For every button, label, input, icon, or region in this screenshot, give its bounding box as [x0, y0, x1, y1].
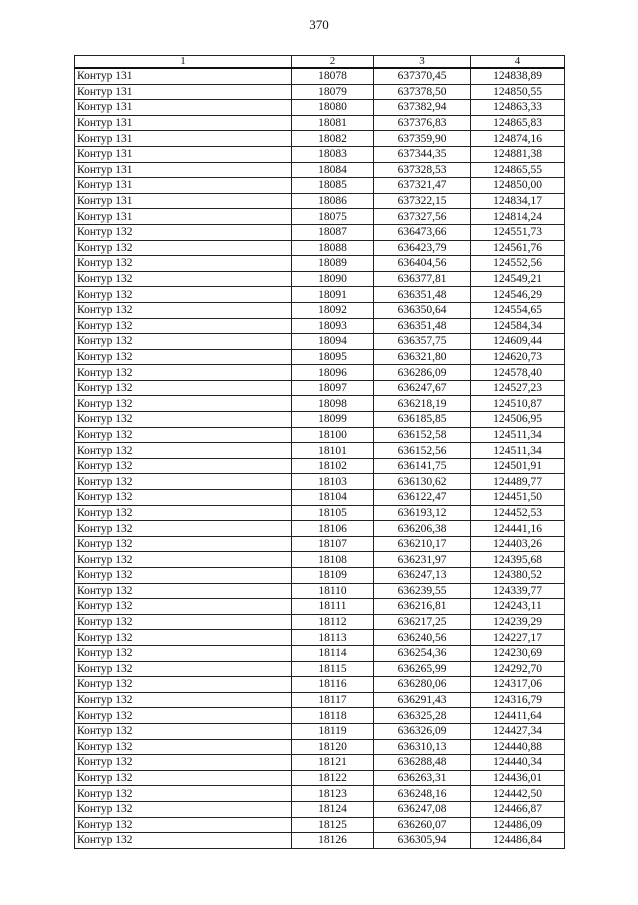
- y-coordinate-cell: 124510,87: [471, 396, 565, 412]
- point-number-cell: 18095: [292, 349, 374, 365]
- point-number-cell: 18084: [292, 162, 374, 178]
- contour-name-cell: Контур 131: [75, 162, 292, 178]
- table-row: [75, 380, 565, 396]
- table-row: [75, 162, 565, 178]
- x-coordinate-cell: 637328,53: [374, 162, 471, 178]
- table-header-row: [75, 56, 565, 69]
- x-coordinate-cell: 636350,64: [374, 302, 471, 318]
- y-coordinate-cell: 124865,55: [471, 162, 565, 178]
- contour-name-cell: Контур 131: [75, 68, 292, 84]
- x-coordinate-cell: 636247,13: [374, 568, 471, 584]
- point-number-cell: 18115: [292, 661, 374, 677]
- table-row: [75, 583, 565, 599]
- table-row: [75, 302, 565, 318]
- table-row: [75, 505, 565, 521]
- point-number-cell: 18099: [292, 412, 374, 428]
- x-coordinate-cell: 636130,62: [374, 474, 471, 490]
- x-coordinate-cell: 636351,48: [374, 318, 471, 334]
- point-number-cell: 18118: [292, 708, 374, 724]
- y-coordinate-cell: 124380,52: [471, 568, 565, 584]
- x-coordinate-cell: 637370,45: [374, 68, 471, 84]
- x-coordinate-cell: 636326,09: [374, 723, 471, 739]
- y-coordinate-cell: 124814,24: [471, 209, 565, 225]
- contour-name-cell: Контур 132: [75, 365, 292, 381]
- point-number-cell: 18107: [292, 536, 374, 552]
- table-row: [75, 723, 565, 739]
- x-coordinate-cell: 636185,85: [374, 412, 471, 428]
- y-coordinate-cell: 124403,26: [471, 536, 565, 552]
- x-coordinate-cell: 637382,94: [374, 100, 471, 116]
- table-row: [75, 786, 565, 802]
- y-coordinate-cell: 124486,84: [471, 833, 565, 849]
- column-header-1: 1: [75, 56, 292, 69]
- contour-name-cell: Контур 131: [75, 131, 292, 147]
- y-coordinate-cell: 124427,34: [471, 723, 565, 739]
- contour-name-cell: Контур 132: [75, 349, 292, 365]
- contour-name-cell: Контур 132: [75, 443, 292, 459]
- y-coordinate-cell: 124452,53: [471, 505, 565, 521]
- point-number-cell: 18078: [292, 68, 374, 84]
- table-row: [75, 68, 565, 84]
- y-coordinate-cell: 124506,95: [471, 412, 565, 428]
- table-row: [75, 521, 565, 537]
- x-coordinate-cell: 636351,48: [374, 287, 471, 303]
- y-coordinate-cell: 124554,65: [471, 302, 565, 318]
- x-coordinate-cell: 636217,25: [374, 614, 471, 630]
- table-row: [75, 178, 565, 194]
- table-row: [75, 536, 565, 552]
- contour-name-cell: Контур 131: [75, 115, 292, 131]
- y-coordinate-cell: 124552,56: [471, 256, 565, 272]
- x-coordinate-cell: 637322,15: [374, 193, 471, 209]
- table-row: [75, 318, 565, 334]
- contour-name-cell: Контур 132: [75, 412, 292, 428]
- point-number-cell: 18082: [292, 131, 374, 147]
- y-coordinate-cell: 124436,01: [471, 770, 565, 786]
- y-coordinate-cell: 124230,69: [471, 645, 565, 661]
- contour-name-cell: Контур 132: [75, 599, 292, 615]
- point-number-cell: 18097: [292, 380, 374, 396]
- y-coordinate-cell: 124451,50: [471, 490, 565, 506]
- y-coordinate-cell: 124838,89: [471, 68, 565, 84]
- y-coordinate-cell: 124339,77: [471, 583, 565, 599]
- page-number: 370: [309, 17, 329, 32]
- table-row: [75, 115, 565, 131]
- table-row: [75, 490, 565, 506]
- table-row: [75, 614, 565, 630]
- contour-name-cell: Контур 132: [75, 224, 292, 240]
- table-row: [75, 256, 565, 272]
- table-row: [75, 349, 565, 365]
- table-row: [75, 599, 565, 615]
- contour-name-cell: Контур 132: [75, 833, 292, 849]
- point-number-cell: 18125: [292, 817, 374, 833]
- coordinates-table: [74, 55, 565, 849]
- table-row: [75, 365, 565, 381]
- y-coordinate-cell: 124881,38: [471, 146, 565, 162]
- contour-name-cell: Контур 131: [75, 84, 292, 100]
- y-coordinate-cell: 124292,70: [471, 661, 565, 677]
- y-coordinate-cell: 124239,29: [471, 614, 565, 630]
- contour-name-cell: Контур 132: [75, 521, 292, 537]
- contour-name-cell: Контур 132: [75, 427, 292, 443]
- y-coordinate-cell: 124411,64: [471, 708, 565, 724]
- y-coordinate-cell: 124609,44: [471, 334, 565, 350]
- contour-name-cell: Контур 132: [75, 536, 292, 552]
- table-row: [75, 334, 565, 350]
- table-row: [75, 209, 565, 225]
- x-coordinate-cell: 636247,08: [374, 801, 471, 817]
- contour-name-cell: Контур 131: [75, 178, 292, 194]
- x-coordinate-cell: 636210,17: [374, 536, 471, 552]
- contour-name-cell: Контур 132: [75, 677, 292, 693]
- point-number-cell: 18114: [292, 645, 374, 661]
- y-coordinate-cell: 124834,17: [471, 193, 565, 209]
- point-number-cell: 18093: [292, 318, 374, 334]
- point-number-cell: 18120: [292, 739, 374, 755]
- x-coordinate-cell: 636141,75: [374, 458, 471, 474]
- x-coordinate-cell: 636310,13: [374, 739, 471, 755]
- contour-name-cell: Контур 132: [75, 256, 292, 272]
- column-header-4: 4: [471, 56, 565, 69]
- x-coordinate-cell: 636254,36: [374, 645, 471, 661]
- point-number-cell: 18110: [292, 583, 374, 599]
- contour-name-cell: Контур 132: [75, 287, 292, 303]
- point-number-cell: 18106: [292, 521, 374, 537]
- contour-name-cell: Контур 132: [75, 380, 292, 396]
- y-coordinate-cell: 124316,79: [471, 692, 565, 708]
- table-row: [75, 755, 565, 771]
- point-number-cell: 18080: [292, 100, 374, 116]
- x-coordinate-cell: 636286,09: [374, 365, 471, 381]
- contour-name-cell: Контур 131: [75, 193, 292, 209]
- point-number-cell: 18101: [292, 443, 374, 459]
- y-coordinate-cell: 124561,76: [471, 240, 565, 256]
- x-coordinate-cell: 636216,81: [374, 599, 471, 615]
- contour-name-cell: Контур 132: [75, 708, 292, 724]
- x-coordinate-cell: 637327,56: [374, 209, 471, 225]
- point-number-cell: 18117: [292, 692, 374, 708]
- table-row: [75, 677, 565, 693]
- contour-name-cell: Контур 132: [75, 568, 292, 584]
- y-coordinate-cell: 124850,55: [471, 84, 565, 100]
- x-coordinate-cell: 636423,79: [374, 240, 471, 256]
- contour-name-cell: Контур 132: [75, 552, 292, 568]
- point-number-cell: 18112: [292, 614, 374, 630]
- y-coordinate-cell: 124551,73: [471, 224, 565, 240]
- point-number-cell: 18079: [292, 84, 374, 100]
- point-number-cell: 18086: [292, 193, 374, 209]
- x-coordinate-cell: 637376,83: [374, 115, 471, 131]
- table-row: [75, 427, 565, 443]
- table-row: [75, 458, 565, 474]
- table-row: [75, 240, 565, 256]
- x-coordinate-cell: 636377,81: [374, 271, 471, 287]
- column-header-3: 3: [374, 56, 471, 69]
- y-coordinate-cell: 124441,16: [471, 521, 565, 537]
- table-row: [75, 224, 565, 240]
- point-number-cell: 18088: [292, 240, 374, 256]
- point-number-cell: 18102: [292, 458, 374, 474]
- point-number-cell: 18092: [292, 302, 374, 318]
- x-coordinate-cell: 636357,75: [374, 334, 471, 350]
- table-row: [75, 396, 565, 412]
- contour-name-cell: Контур 131: [75, 100, 292, 116]
- y-coordinate-cell: 124317,06: [471, 677, 565, 693]
- y-coordinate-cell: 124546,29: [471, 287, 565, 303]
- point-number-cell: 18091: [292, 287, 374, 303]
- point-number-cell: 18111: [292, 599, 374, 615]
- y-coordinate-cell: 124511,34: [471, 443, 565, 459]
- table-row: [75, 833, 565, 849]
- table-row: [75, 474, 565, 490]
- y-coordinate-cell: 124227,17: [471, 630, 565, 646]
- x-coordinate-cell: 636325,28: [374, 708, 471, 724]
- y-coordinate-cell: 124874,16: [471, 131, 565, 147]
- table-row: [75, 630, 565, 646]
- contour-name-cell: Контур 132: [75, 739, 292, 755]
- table-row: [75, 287, 565, 303]
- y-coordinate-cell: 124549,21: [471, 271, 565, 287]
- x-coordinate-cell: 636231,97: [374, 552, 471, 568]
- y-coordinate-cell: 124243,11: [471, 599, 565, 615]
- point-number-cell: 18109: [292, 568, 374, 584]
- x-coordinate-cell: 636193,12: [374, 505, 471, 521]
- x-coordinate-cell: 636206,38: [374, 521, 471, 537]
- table-row: [75, 271, 565, 287]
- table-row: [75, 131, 565, 147]
- y-coordinate-cell: 124442,50: [471, 786, 565, 802]
- x-coordinate-cell: 636473,66: [374, 224, 471, 240]
- point-number-cell: 18108: [292, 552, 374, 568]
- point-number-cell: 18085: [292, 178, 374, 194]
- x-coordinate-cell: 636152,56: [374, 443, 471, 459]
- x-coordinate-cell: 636122,47: [374, 490, 471, 506]
- y-coordinate-cell: 124440,88: [471, 739, 565, 755]
- y-coordinate-cell: 124584,34: [471, 318, 565, 334]
- y-coordinate-cell: 124440,34: [471, 755, 565, 771]
- table-row: [75, 84, 565, 100]
- x-coordinate-cell: 636260,07: [374, 817, 471, 833]
- y-coordinate-cell: 124511,34: [471, 427, 565, 443]
- x-coordinate-cell: 636291,43: [374, 692, 471, 708]
- table-body: [75, 68, 565, 848]
- point-number-cell: 18094: [292, 334, 374, 350]
- point-number-cell: 18126: [292, 833, 374, 849]
- x-coordinate-cell: 636288,48: [374, 755, 471, 771]
- x-coordinate-cell: 636280,06: [374, 677, 471, 693]
- point-number-cell: 18103: [292, 474, 374, 490]
- table-row: [75, 661, 565, 677]
- y-coordinate-cell: 124865,83: [471, 115, 565, 131]
- x-coordinate-cell: 636321,80: [374, 349, 471, 365]
- point-number-cell: 18104: [292, 490, 374, 506]
- table-row: [75, 412, 565, 428]
- contour-name-cell: Контур 132: [75, 583, 292, 599]
- point-number-cell: 18083: [292, 146, 374, 162]
- table-row: [75, 801, 565, 817]
- contour-name-cell: Контур 132: [75, 692, 292, 708]
- x-coordinate-cell: 636247,67: [374, 380, 471, 396]
- point-number-cell: 18121: [292, 755, 374, 771]
- x-coordinate-cell: 636305,94: [374, 833, 471, 849]
- table-row: [75, 770, 565, 786]
- contour-name-cell: Контур 132: [75, 271, 292, 287]
- table-row: [75, 692, 565, 708]
- table-row: [75, 443, 565, 459]
- y-coordinate-cell: 124578,40: [471, 365, 565, 381]
- table-row: [75, 568, 565, 584]
- y-coordinate-cell: 124863,33: [471, 100, 565, 116]
- table-row: [75, 739, 565, 755]
- contour-name-cell: Контур 132: [75, 801, 292, 817]
- point-number-cell: 18119: [292, 723, 374, 739]
- point-number-cell: 18098: [292, 396, 374, 412]
- point-number-cell: 18075: [292, 209, 374, 225]
- contour-name-cell: Контур 132: [75, 770, 292, 786]
- table-row: [75, 817, 565, 833]
- contour-name-cell: Контур 132: [75, 630, 292, 646]
- x-coordinate-cell: 636152,58: [374, 427, 471, 443]
- x-coordinate-cell: 636248,16: [374, 786, 471, 802]
- point-number-cell: 18090: [292, 271, 374, 287]
- y-coordinate-cell: 124527,23: [471, 380, 565, 396]
- contour-name-cell: Контур 132: [75, 661, 292, 677]
- contour-name-cell: Контур 132: [75, 723, 292, 739]
- point-number-cell: 18105: [292, 505, 374, 521]
- column-header-2: 2: [292, 56, 374, 69]
- x-coordinate-cell: 636218,19: [374, 396, 471, 412]
- contour-name-cell: Контур 132: [75, 318, 292, 334]
- contour-name-cell: Контур 132: [75, 817, 292, 833]
- x-coordinate-cell: 637378,50: [374, 84, 471, 100]
- point-number-cell: 18122: [292, 770, 374, 786]
- contour-name-cell: Контур 132: [75, 240, 292, 256]
- contour-name-cell: Контур 132: [75, 645, 292, 661]
- y-coordinate-cell: 124620,73: [471, 349, 565, 365]
- point-number-cell: 18123: [292, 786, 374, 802]
- y-coordinate-cell: 124466,87: [471, 801, 565, 817]
- x-coordinate-cell: 636240,56: [374, 630, 471, 646]
- contour-name-cell: Контур 132: [75, 334, 292, 350]
- table-row: [75, 552, 565, 568]
- contour-name-cell: Контур 132: [75, 458, 292, 474]
- y-coordinate-cell: 124486,09: [471, 817, 565, 833]
- y-coordinate-cell: 124489,77: [471, 474, 565, 490]
- point-number-cell: 18087: [292, 224, 374, 240]
- contour-name-cell: Контур 132: [75, 474, 292, 490]
- point-number-cell: 18096: [292, 365, 374, 381]
- x-coordinate-cell: 636265,99: [374, 661, 471, 677]
- table-row: [75, 100, 565, 116]
- contour-name-cell: Контур 132: [75, 505, 292, 521]
- x-coordinate-cell: 636404,56: [374, 256, 471, 272]
- y-coordinate-cell: 124850,00: [471, 178, 565, 194]
- x-coordinate-cell: 636239,55: [374, 583, 471, 599]
- y-coordinate-cell: 124395,68: [471, 552, 565, 568]
- table-row: [75, 708, 565, 724]
- contour-name-cell: Контур 131: [75, 146, 292, 162]
- table-row: [75, 193, 565, 209]
- point-number-cell: 18113: [292, 630, 374, 646]
- x-coordinate-cell: 637321,47: [374, 178, 471, 194]
- point-number-cell: 18116: [292, 677, 374, 693]
- contour-name-cell: Контур 132: [75, 614, 292, 630]
- contour-name-cell: Контур 132: [75, 396, 292, 412]
- x-coordinate-cell: 637359,90: [374, 131, 471, 147]
- x-coordinate-cell: 636263,31: [374, 770, 471, 786]
- table-row: [75, 645, 565, 661]
- contour-name-cell: Контур 132: [75, 490, 292, 506]
- contour-name-cell: Контур 132: [75, 755, 292, 771]
- table-row: [75, 146, 565, 162]
- point-number-cell: 18089: [292, 256, 374, 272]
- contour-name-cell: Контур 132: [75, 302, 292, 318]
- point-number-cell: 18100: [292, 427, 374, 443]
- x-coordinate-cell: 637344,35: [374, 146, 471, 162]
- point-number-cell: 18081: [292, 115, 374, 131]
- contour-name-cell: Контур 132: [75, 786, 292, 802]
- contour-name-cell: Контур 131: [75, 209, 292, 225]
- point-number-cell: 18124: [292, 801, 374, 817]
- y-coordinate-cell: 124501,91: [471, 458, 565, 474]
